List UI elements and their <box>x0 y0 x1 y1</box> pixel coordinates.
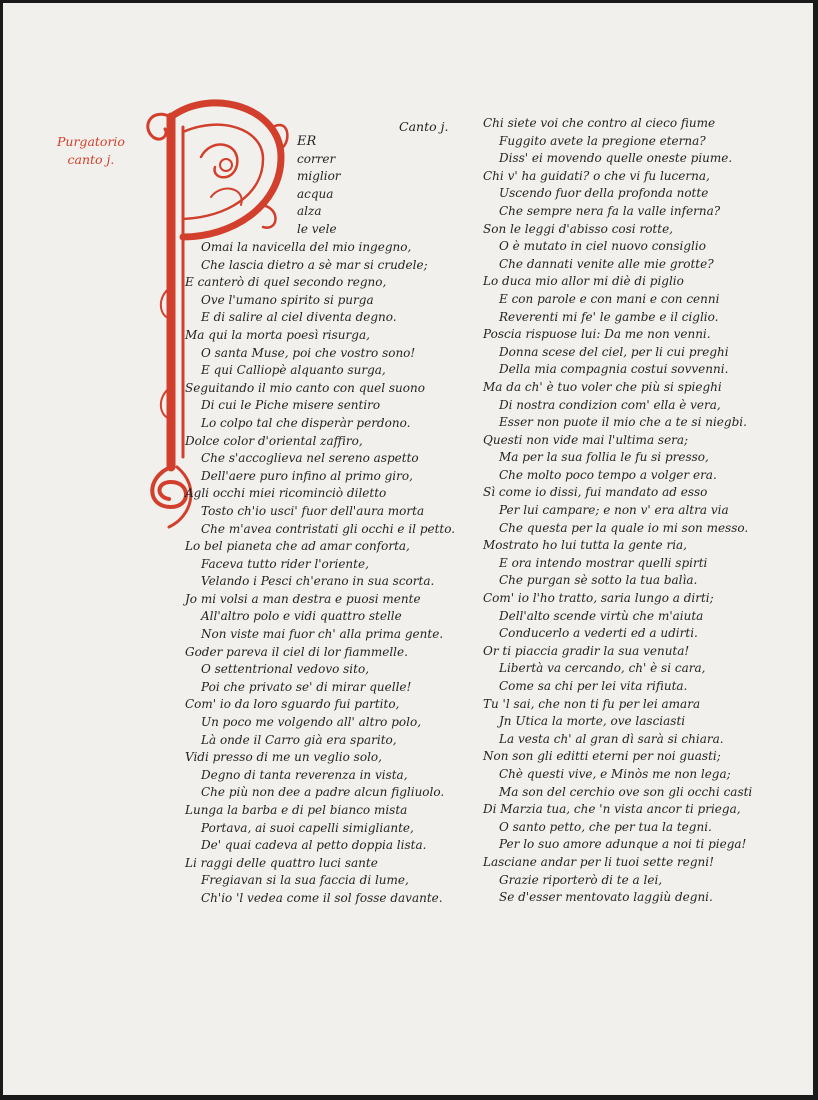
opening-line: correr <box>297 151 336 166</box>
verse-line: O santa Muse, poi che vostro sono! <box>201 345 416 360</box>
verse-line: O settentrional vedovo sito, <box>201 662 370 677</box>
verse-line: Goder pareva il ciel di lor fiammelle. <box>185 644 408 659</box>
verse-line: Di nostra condizion com' ella è vera, <box>499 397 721 412</box>
verse-line: Ma da ch' è tuo voler che più si spieghi <box>483 379 722 394</box>
verse-line: Per lui campare; e non v' era altra via <box>499 503 729 518</box>
verse-line: O è mutato in ciel nuovo consiglio <box>499 239 706 254</box>
verse-line: Un poco me volgendo all' altro polo, <box>201 715 422 730</box>
verse-line: Diss' ei movendo quelle oneste piume. <box>499 151 733 166</box>
verse-line: Che purgan sè sotto la tua balìa. <box>499 573 698 588</box>
verse-line: Ma per la sua follia le fu si presso, <box>499 450 709 465</box>
verse-line: Che molto poco tempo a volger era. <box>499 467 717 482</box>
verse-line: Reverenti mi fe' le gambe e il ciglio. <box>499 309 719 324</box>
verse-line: Dell'alto scende virtù che m'aiuta <box>499 608 704 623</box>
verse-line: Or ti piaccia gradir la sua venuta! <box>483 643 690 658</box>
verse-line: E di salire al ciel diventa degno. <box>201 310 397 325</box>
verse-line: Poscia rispuose lui: Da me non venni. <box>483 327 711 342</box>
opening-lines <box>297 133 341 239</box>
verse-line: Che m'avea contristati gli occhi e il petto. <box>201 521 456 536</box>
verse-line: Fuggito avete la pregione eterna? <box>499 133 706 148</box>
verse-line: Di cui le Piche misere sentiro <box>201 398 381 413</box>
verse-line: Libertà va cercando, ch' è si cara, <box>499 661 706 676</box>
verse-line: Della mia compagnia costui sovvenni. <box>499 362 729 377</box>
verse-line: Questi non vide mai l'ultima sera; <box>483 432 689 447</box>
verse-line: Son le leggi d'abisso cosi rotte, <box>483 221 673 236</box>
verse-line: All'altro polo e vidi quattro stelle <box>201 609 402 624</box>
verse-line: Che s'accoglieva nel sereno aspetto <box>201 451 419 466</box>
verse-line: Mostrato ho lui tutta la gente ria, <box>483 538 687 553</box>
verse-line: Come sa chi per lei vita rifiuta. <box>499 679 688 693</box>
verse-line: Ma son del cerchio ove son gli occhi casti <box>499 784 753 799</box>
verse-line: De' quai cadeva al petto doppia lista. <box>201 838 427 853</box>
verse-line: Ch'io 'l vedea come il sol fosse davante. <box>201 890 443 905</box>
verse-line: Portava, ai suoi capelli simigliante, <box>201 820 414 835</box>
verse-line: Jn Utica la morte, ove lasciasti <box>499 714 686 729</box>
verse-line: Dolce color d'oriental zaffiro, <box>185 433 363 448</box>
verse-line: Conducerlo a vederti ed a udirti. <box>499 626 698 641</box>
verse-line: Che dannati venite alle mie grotte? <box>499 256 714 271</box>
verse-line: Lunga la barba e di pel bianco mista <box>185 803 408 817</box>
verse-line: Uscendo fuor della profonda notte <box>499 186 709 201</box>
verse-line: O santo petto, che per tua la tegni. <box>499 819 712 834</box>
verse-line: Esser non puote il mio che a te si niegbi. <box>499 415 747 430</box>
margin-note-canto: canto j. <box>67 152 115 167</box>
verse-line: Che più non dee a padre alcun figliuolo. <box>201 785 445 800</box>
verse-line: Lo duca mio allor mi diè di piglio <box>483 274 684 289</box>
margin-note-title: Purgatorio <box>57 134 125 149</box>
verse-line: Seguitando il mio canto con quel suono <box>185 380 425 395</box>
verse-line: Velando i Pesci ch'erano in sua scorta. <box>201 574 435 589</box>
verse-line: La vesta ch' al gran dì sarà si chiara. <box>499 731 724 746</box>
verse-line: Di Marzia tua, che 'n vista ancor ti priega, <box>483 802 741 817</box>
verse-line: E qui Calliopè alquanto surga, <box>201 363 386 378</box>
verse-line: E con parole e con mani e con cenni <box>499 291 720 306</box>
verse-line: Là onde il Carro già era sparito, <box>201 732 397 747</box>
verse-line: Non son gli editti eterni per noi guasti; <box>483 749 721 764</box>
verse-line: Non viste mai fuor ch' alla prima gente. <box>201 627 444 642</box>
verse-line: Grazie riporterò di te a lei, <box>499 872 663 887</box>
verse-line: Dell'aere puro infino al primo giro, <box>201 468 413 483</box>
verse-line: Faceva tutto rider l'oriente, <box>201 556 369 571</box>
verse-line: Lasciane andar per li tuoi sette regni! <box>483 854 714 869</box>
verse-line: Jo mi volsi a man destra e puosi mente <box>185 591 421 606</box>
margin-note <box>57 133 125 169</box>
verse-line: Degno di tanta reverenza in vista, <box>201 767 408 782</box>
right-verse-column <box>483 115 752 907</box>
verse-line: Poi che privato se' di mirar quelle! <box>201 679 412 694</box>
verse-line: Che questa per la quale io mi son messo. <box>499 520 749 535</box>
verse-line: Chè questi vive, e Minòs me non lega; <box>499 766 731 781</box>
verse-line: Per lo suo amore adunque a noi ti piega! <box>499 837 747 852</box>
verse-line: Omai la navicella del mio ingegno, <box>201 240 412 254</box>
opening-line: alza <box>297 204 322 219</box>
verse-line: Lo bel pianeta che ad amar conforta, <box>185 539 410 554</box>
verse-line: Che lascia dietro a sè mar si crudele; <box>201 257 428 272</box>
verse-line: Se d'esser mentovato laggiù degni. <box>499 890 713 905</box>
verse-line: Tosto ch'io usci' fuor dell'aura morta <box>201 503 425 518</box>
canto-label: Canto j. <box>399 119 449 134</box>
verse-line: Ma qui la morta poesì risurga, <box>185 327 370 342</box>
verse-line: Li raggi delle quattro luci sante <box>185 855 378 870</box>
opening-line: acqua <box>297 186 334 201</box>
verse-line: Sì come io dissi, fui mandato ad esso <box>483 485 708 500</box>
verse-line: Agli occhi miei ricominciò diletto <box>185 486 387 501</box>
verse-line: Com' io da loro sguardo fui partito, <box>185 697 400 712</box>
verse-line: E ora intendo mostrar quelli spirti <box>499 555 708 570</box>
verse-line: Com' io l'ho tratto, saria lungo a dirti; <box>483 591 714 606</box>
verse-line: Chi v' ha guidati? o che vi fu lucerna, <box>483 168 710 183</box>
verse-line: Donna scese del ciel, per li cui preghi <box>499 344 729 359</box>
opening-line: le vele <box>297 221 337 236</box>
left-verse-column <box>185 239 455 908</box>
verse-line: Vidi presso di me un veglio solo, <box>185 750 382 765</box>
book-page <box>3 3 813 1095</box>
verse-line: Ove l'umano spirito si purga <box>201 292 374 307</box>
opening-line: miglior <box>297 169 341 184</box>
verse-line: Fregiavan si la sua faccia di lume, <box>201 873 409 888</box>
verse-line: Che sempre nera fa la valle inferna? <box>499 203 721 218</box>
verse-line: E canterò di quel secondo regno, <box>185 275 387 290</box>
verse-line: Lo colpo tal che disperàr perdono. <box>201 415 411 430</box>
verse-line: Tu 'l sai, che non ti fu per lei amara <box>483 696 701 711</box>
verse-line: Chi siete voi che contro al cieco fiume <box>483 116 716 130</box>
opening-line: ER <box>297 134 317 149</box>
